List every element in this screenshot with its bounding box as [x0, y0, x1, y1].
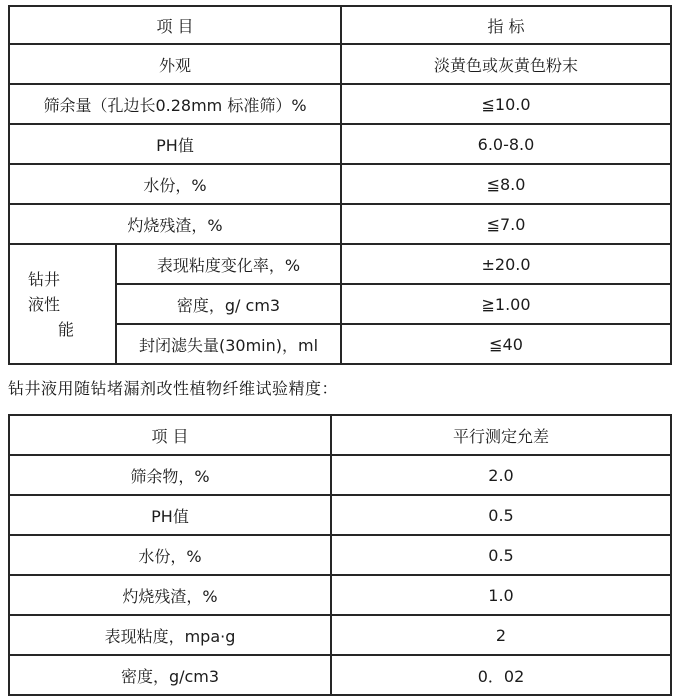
spec-header-value: 指 标 — [341, 6, 671, 44]
value-cell: ≦40 — [341, 324, 671, 364]
precision-header-item: 项 目 — [9, 415, 331, 455]
spec-header-item: 项 目 — [9, 6, 341, 44]
spec-header-row — [9, 6, 671, 44]
value-cell: 2 — [331, 615, 671, 655]
item-cell: 水份，% — [9, 535, 331, 575]
item-cell: 外观 — [9, 44, 341, 84]
value-cell: ≧1.00 — [341, 284, 671, 324]
item-cell: 灼烧残渣，% — [9, 204, 341, 244]
table-row — [9, 44, 671, 84]
item-cell: 筛余物，% — [9, 455, 331, 495]
table-row — [9, 615, 671, 655]
value-cell: 淡黄色或灰黄色粉末 — [341, 44, 671, 84]
item-cell: 筛余量（孔边长0.28mm 标准筛）% — [9, 84, 341, 124]
value-cell: 0．02 — [331, 655, 671, 695]
item-cell: 密度，g/cm3 — [9, 655, 331, 695]
value-cell: 1.0 — [331, 575, 671, 615]
item-cell: PH值 — [9, 495, 331, 535]
table-row — [9, 164, 671, 204]
item-cell: 表现粘度变化率，% — [116, 244, 341, 284]
spec-table — [8, 5, 672, 365]
value-cell: ≦7.0 — [341, 204, 671, 244]
item-cell: 封闭滤失量(30min)，ml — [116, 324, 341, 364]
value-cell: ≦10.0 — [341, 84, 671, 124]
table-row — [9, 575, 671, 615]
group-label-line: 钻井 — [28, 269, 61, 289]
table-row — [9, 455, 671, 495]
value-cell: 0.5 — [331, 535, 671, 575]
table-row — [9, 655, 671, 695]
item-cell: 表现粘度，mpa·g — [9, 615, 331, 655]
table-row — [9, 535, 671, 575]
value-cell: ≦8.0 — [341, 164, 671, 204]
table-row — [9, 204, 671, 244]
table-row — [9, 244, 671, 284]
table-row — [9, 84, 671, 124]
item-cell: PH值 — [9, 124, 341, 164]
item-cell: 密度，g/ cm3 — [116, 284, 341, 324]
group-label-line: 液性 — [28, 294, 61, 314]
precision-header-row — [9, 415, 671, 455]
value-cell: ±20.0 — [341, 244, 671, 284]
value-cell: 2.0 — [331, 455, 671, 495]
group-label-line: 能 — [58, 319, 75, 339]
precision-header-value: 平行测定允差 — [331, 415, 671, 455]
table-row — [9, 495, 671, 535]
value-cell: 6.0-8.0 — [341, 124, 671, 164]
table-row — [9, 124, 671, 164]
item-cell: 水份，% — [9, 164, 341, 204]
precision-caption: 钻井液用随钻堵漏剂改性植物纤维试验精度： — [8, 379, 339, 398]
value-cell: 0.5 — [331, 495, 671, 535]
precision-table — [8, 414, 672, 696]
group-label-cell — [9, 244, 116, 364]
item-cell: 灼烧残渣，% — [9, 575, 331, 615]
